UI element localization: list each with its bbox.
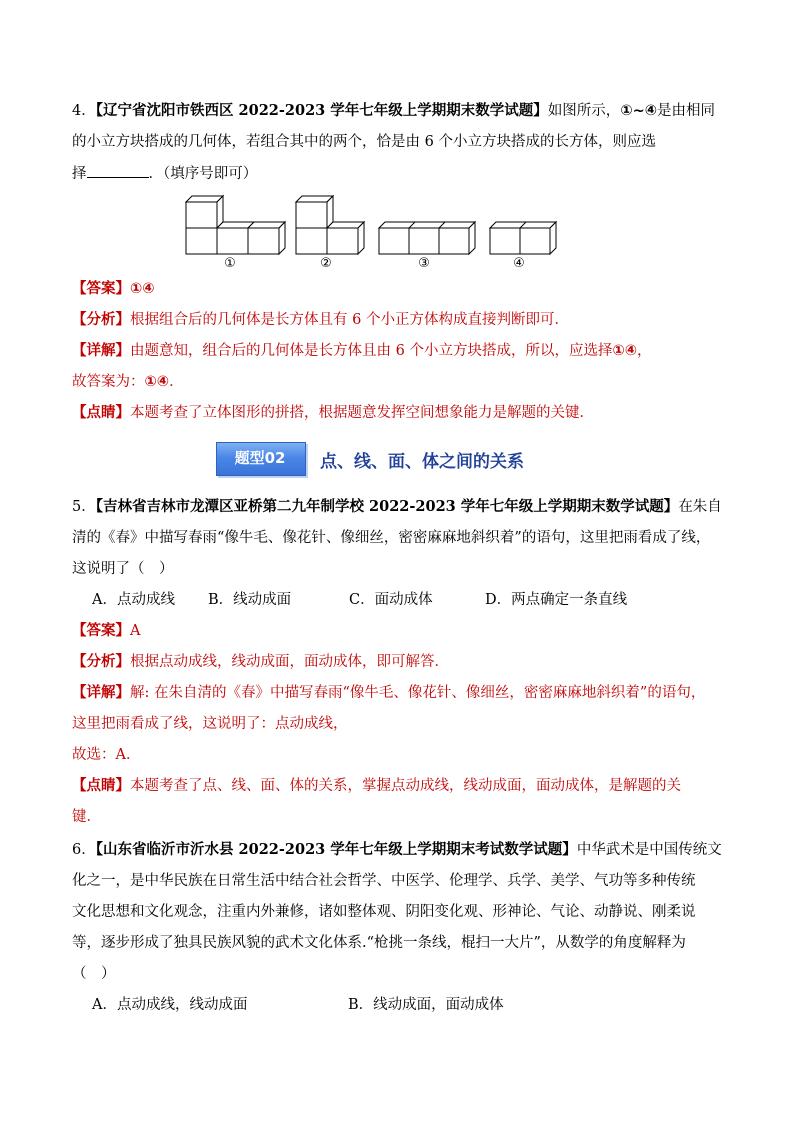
figure-label-3: ③ xyxy=(418,256,430,271)
q4-analysis xyxy=(72,310,569,330)
q4-detail-line-1 xyxy=(72,341,652,361)
detail-tag: 【详解】 xyxy=(72,684,130,701)
q5-stem-line-2: 清的《春》中描写春雨“像牛毛、像花针、像细丝，密密麻麻地斜织着”的语句，这里把雨看成了线， xyxy=(72,530,711,546)
option-c: C．面动成体 xyxy=(349,592,433,608)
section-badge-label: 题型02 xyxy=(234,449,286,467)
question-number: 4． xyxy=(72,103,96,119)
option-d: D．两点确定一条直线 xyxy=(485,592,628,608)
stem-text: 如图所示， xyxy=(547,103,621,119)
comment-text: 本题考查了点、线、面、体的关系，掌握点动成线，线动成面，面动成体，是解题的关 xyxy=(130,778,681,794)
comment-text: 本题考查了立体图形的拼搭，根据题意发挥空间想象能力是解题的关键． xyxy=(130,405,594,421)
detail-text: ． xyxy=(169,374,184,390)
question-number: 5． xyxy=(72,499,96,515)
q4-stem-line-1 xyxy=(72,101,715,121)
q6-stem-line-5: （ ） xyxy=(72,966,116,982)
stem-text: ．（填序号即可） xyxy=(148,166,258,182)
q5-detail-line-2: 这里把雨看成了线，这说明了：点动成线， xyxy=(72,716,348,732)
section-badge xyxy=(216,442,306,476)
option-b: B．线动成面，面动成体 xyxy=(348,997,504,1013)
comment-tag: 【点睛】 xyxy=(72,777,130,794)
analysis-text: 根据点动成线，线动成面，面动成体，即可解答． xyxy=(130,654,449,670)
figure-2 xyxy=(296,196,364,254)
q5-stem-line-3: 这说明了（ ） xyxy=(72,561,174,577)
q4-stem-line-2: 的小立方块搭成的几何体，若组合其中的两个，恰是由 6 个小立方块搭成的长方体，则应选 xyxy=(72,134,656,150)
q5-detail-line-1 xyxy=(72,683,705,703)
answer-value: A xyxy=(130,623,141,639)
q5-comment-line-1 xyxy=(72,776,681,796)
detail-text: ①④ xyxy=(144,374,170,390)
question-number: 6． xyxy=(72,842,96,858)
figure-label-4: ④ xyxy=(513,256,525,271)
question-source: 【辽宁省沈阳市铁西区 2022-2023 学年七年级上学期期末数学试题】 xyxy=(95,102,548,119)
detail-text: 由题意知，组合后的几何体是长方体且由 6 个小立方块搭成，所以，应选择 xyxy=(130,343,613,359)
option-b: B．线动成面 xyxy=(208,592,292,608)
figure-3 xyxy=(379,222,475,254)
figure-label-2: ② xyxy=(320,256,332,271)
detail-text: 解: 在朱自清的《春》中描写春雨“像牛毛、像花针、像细丝，密密麻麻地斜织着”的语句， xyxy=(130,685,706,701)
q4-detail-line-2 xyxy=(72,372,184,392)
answer-blank xyxy=(87,163,149,178)
stem-text: 择 xyxy=(72,166,87,182)
detail-text: ①④ xyxy=(612,343,638,359)
question-source: 【吉林省吉林市龙潭区亚桥第二九年制学校 2022-2023 学年七年级上学期期末数学试题】 xyxy=(95,498,679,515)
q6-stem-line-1 xyxy=(72,840,722,860)
option-a: A．点动成线 xyxy=(92,592,175,608)
q5-analysis xyxy=(72,652,449,672)
q5-answer xyxy=(72,621,140,641)
stem-text: 中华武术是中国传统文 xyxy=(576,842,722,858)
q6-stem-line-2: 化之一，是中华民族在日常生活中结合社会哲学、中医学、伦理学、兵学、美学、气功等多种传统 xyxy=(72,873,696,889)
option-a: A．点动成线，线动成面 xyxy=(92,997,248,1013)
cube-figures-svg xyxy=(180,190,560,256)
q4-answer xyxy=(72,279,155,299)
answer-value: ①④ xyxy=(130,281,155,297)
answer-tag: 【答案】 xyxy=(72,622,130,639)
detail-text: 故答案为： xyxy=(72,374,145,390)
q6-stem-line-3: 文化思想和文化观念，注重内外兼修，诸如整体观、阴阳变化观、形神论、气论、动静说、刚柔说 xyxy=(72,904,696,920)
analysis-tag: 【分析】 xyxy=(72,653,130,670)
figure-4 xyxy=(490,222,556,254)
detail-tag: 【详解】 xyxy=(72,342,130,359)
stem-text: ①~④ xyxy=(620,103,658,119)
section-title: 点、线、面、体之间的关系 xyxy=(320,452,524,472)
question-source: 【山东省临沂市沂水县 2022-2023 学年七年级上学期期末考试数学试题】 xyxy=(95,841,577,858)
analysis-text: 根据组合后的几何体是长方体且有 6 个小正方体构成直接判断即可． xyxy=(130,312,569,328)
cube-figures xyxy=(180,190,560,272)
q4-stem-line-3 xyxy=(72,163,257,184)
figure-label-1: ① xyxy=(224,256,236,271)
answer-tag: 【答案】 xyxy=(72,280,130,297)
figure-1 xyxy=(186,196,285,254)
stem-text: 是由相同 xyxy=(657,103,716,119)
q6-stem-line-4: 等，逐步形成了独具民族风貌的武术文化体系.“枪挑一条线，棍扫一大片”，从数学的角度解释为 xyxy=(72,935,686,951)
stem-text: 在朱自 xyxy=(678,499,722,515)
q5-comment-line-2: 键． xyxy=(72,809,101,825)
analysis-tag: 【分析】 xyxy=(72,311,130,328)
q5-stem-line-1 xyxy=(72,497,722,517)
q5-detail-line-3: 故选：A． xyxy=(72,747,141,763)
comment-tag: 【点睛】 xyxy=(72,404,130,421)
detail-text: ， xyxy=(637,343,652,359)
q4-comment xyxy=(72,403,594,423)
